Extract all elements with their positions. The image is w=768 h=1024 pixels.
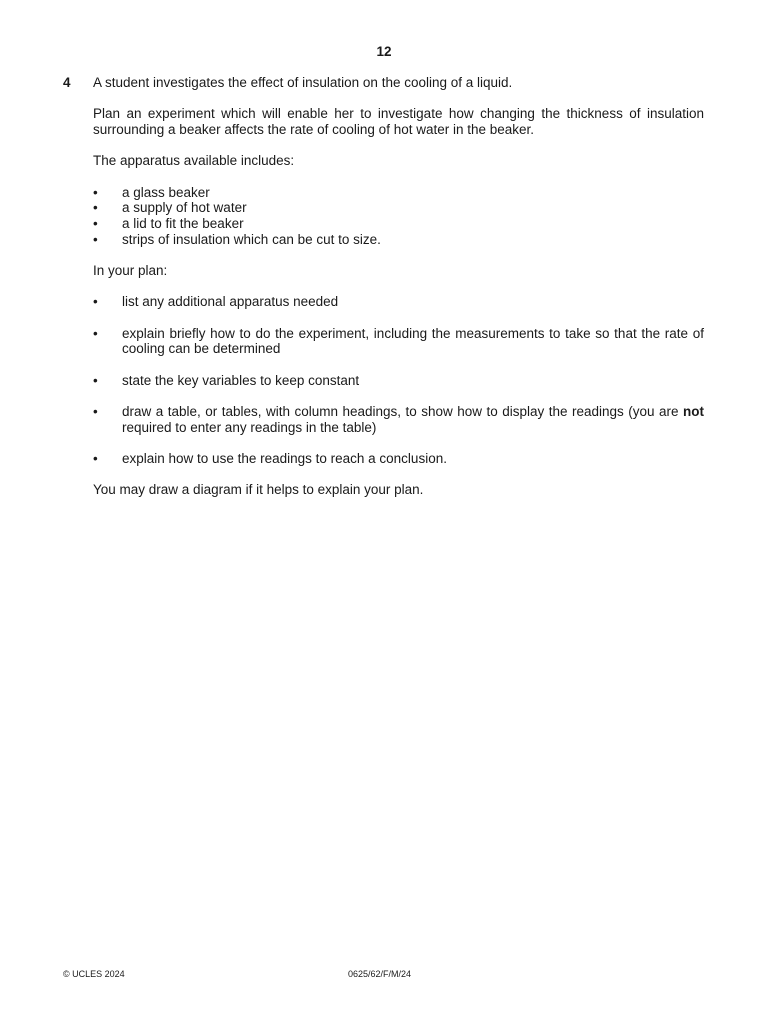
plan-heading: In your plan: — [93, 263, 168, 278]
apparatus-heading: The apparatus available includes: — [93, 153, 295, 169]
footer-paper-code: 0625/62/F/M/24 — [348, 969, 412, 979]
apparatus-item-text: a lid to fit the beaker — [122, 216, 244, 231]
plan-point-text: explain briefly how to do the experiment, including the measurements to take so that the rate of cooling can be determined — [122, 325, 704, 357]
apparatus-item-text: a glass beaker — [122, 184, 210, 200]
list-item — [93, 294, 704, 310]
list-item — [93, 200, 704, 216]
spacer — [93, 91, 704, 107]
bullet-icon: • — [93, 200, 98, 216]
plan-list — [93, 294, 704, 466]
list-item — [93, 326, 704, 357]
bullet-icon: • — [93, 216, 98, 231]
question-task: Plan an experiment which will enable her to investigate how changing the thickness of insulation surrounding a beaker affects the rate of cooling of hot water in the beaker. — [93, 106, 704, 137]
bullet-icon: • — [93, 450, 98, 466]
list-item — [93, 232, 704, 248]
list-item — [93, 216, 704, 232]
apparatus-list — [93, 185, 704, 248]
bullet-icon: • — [93, 372, 98, 388]
spacer — [93, 247, 704, 263]
question-body — [93, 75, 704, 498]
bullet-icon: • — [93, 403, 98, 419]
list-item — [93, 373, 704, 389]
spacer — [93, 279, 704, 295]
plan-point-text: explain how to use the readings to reach a conclusion. — [122, 450, 447, 466]
question-number: 4 — [63, 75, 71, 90]
bullet-icon: • — [93, 184, 98, 200]
plan-point-text-after: required to enter any readings in the table) — [122, 419, 377, 435]
plan-point-text-before: draw a table, or tables, with column headings, to show how to display the readings (you are — [122, 403, 683, 419]
bullet-icon: • — [93, 325, 98, 341]
plan-point-text: state the key variables to keep constant — [122, 372, 360, 388]
bullet-icon: • — [93, 294, 98, 310]
spacer — [93, 138, 704, 154]
footer-copyright: © UCLES 2024 — [63, 969, 125, 979]
emphasis-not: not — [683, 403, 704, 419]
spacer — [93, 467, 704, 483]
spacer — [93, 169, 704, 185]
apparatus-item-text: strips of insulation which can be cut to size. — [122, 231, 381, 247]
apparatus-item-text: a supply of hot water — [122, 200, 247, 216]
list-item — [93, 185, 704, 201]
closing-instruction: You may draw a diagram if it helps to explain your plan. — [93, 482, 424, 498]
question-intro: A student investigates the effect of insulation on the cooling of a liquid. — [93, 75, 513, 90]
list-item — [93, 451, 704, 467]
bullet-icon: • — [93, 231, 98, 247]
page-number: 12 — [376, 44, 392, 59]
plan-point-text: list any additional apparatus needed — [122, 294, 339, 310]
list-item — [93, 404, 704, 435]
